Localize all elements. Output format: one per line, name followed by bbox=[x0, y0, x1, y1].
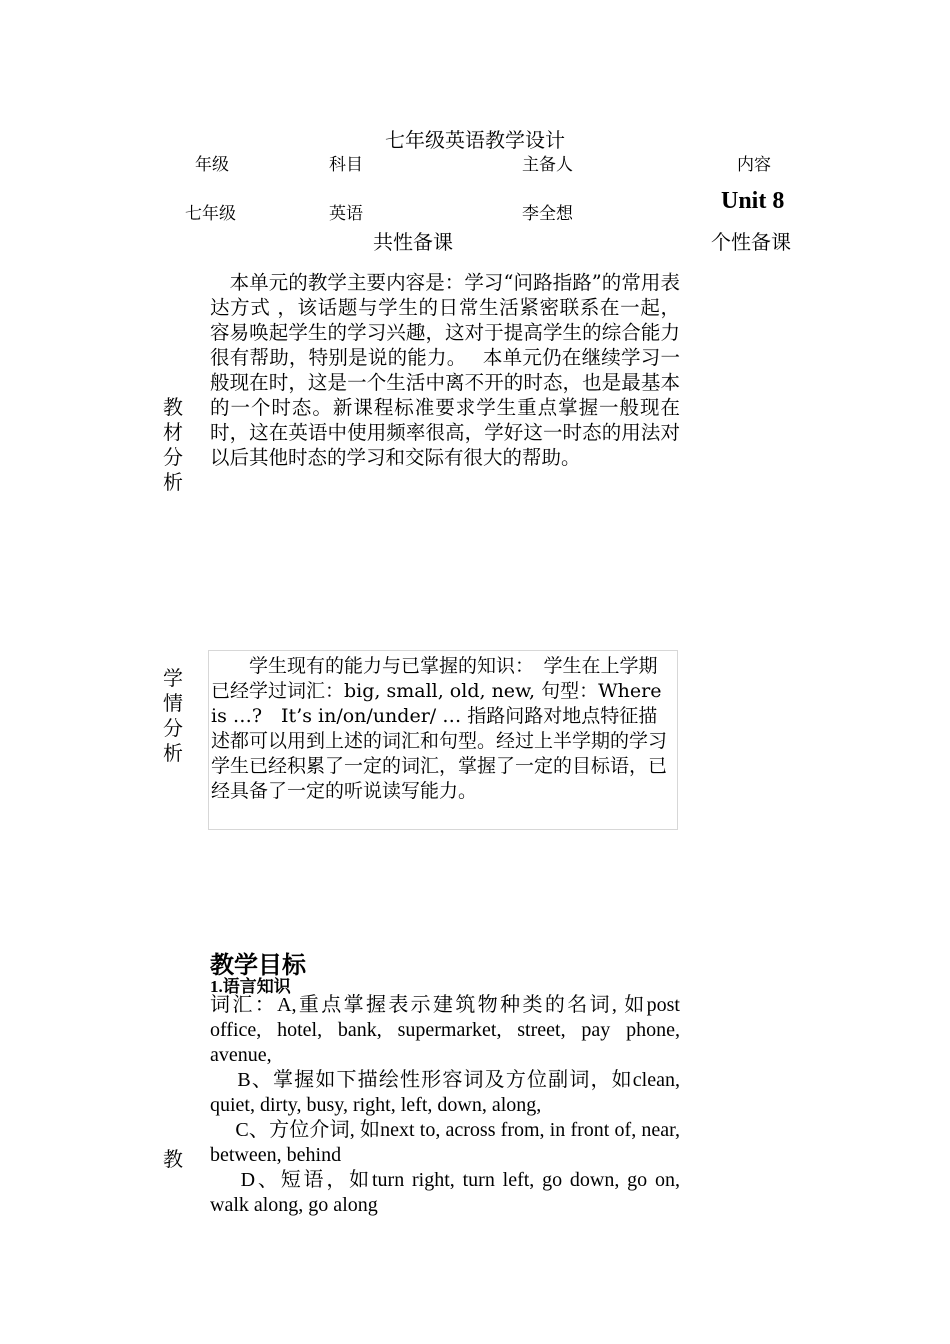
page-title: 七年级英语教学设计 bbox=[385, 128, 565, 152]
goal-item: B、掌握如下描绘性形容词及方位副词，如clean, quiet, dirty, busy, right, left, down, along, bbox=[210, 1069, 680, 1116]
goal-item: C、方位介词, 如next to, across from, in front of, near, between, behind bbox=[210, 1119, 680, 1166]
material-analysis-label: 教 材 分 析 bbox=[163, 395, 183, 494]
subject-value: 英语 bbox=[329, 204, 363, 224]
lead-value: 李全想 bbox=[522, 204, 573, 224]
grade-header: 年级 bbox=[195, 155, 229, 175]
goals-subtitle: 1.语言知识 bbox=[210, 977, 291, 996]
student-analysis-label: 学 情 分 析 bbox=[163, 666, 183, 765]
personal-prep-heading: 个性备课 bbox=[711, 230, 791, 254]
goals-title: 教学目标 bbox=[210, 950, 306, 979]
content-header: 内容 bbox=[737, 155, 771, 175]
goals-list bbox=[210, 993, 680, 1218]
grade-value: 七年级 bbox=[185, 204, 236, 224]
material-analysis-text: 本单元的教学主要内容是：学习“问路指路”的常用表达方式 ，该话题与学生的日常生活紧密联系在一起，容易唤起学生的学习兴趣，这对于提高学生的综合能力很有帮助，特别是说的能力。 本单元仍在继续学习一般现在时，这是一个生活中离不开的时态，也是最基本的一个时态。新课程标准要求学生重点掌握一般现在时，这在英语中使用频率很高，学好这一时态的用法对以后其他时态的学习和交际有很大的帮助。 bbox=[210, 271, 680, 469]
goal-item: D、短语，如turn right, turn left, go down, go on, walk along, go along bbox=[210, 1169, 680, 1216]
common-prep-heading: 共性备课 bbox=[373, 230, 453, 254]
lead-header: 主备人 bbox=[522, 155, 573, 175]
subject-header: 科目 bbox=[329, 155, 363, 175]
content-value: Unit 8 bbox=[721, 188, 785, 214]
student-analysis-text: 学生现有的能力与已掌握的知识： 学生在上学期已经学过词汇：big, small, old, new, 句型：Where is …? It’s in/on/under/ … 指路问路对地点特征描述都可以用到上述的词汇和句型。经过上半学期的学习学生已经积累了一定的词汇，掌握了一定的目标语，已经具备了一定的听说读写能力。 bbox=[211, 655, 668, 802]
goals-side-label: 教 bbox=[163, 1147, 183, 1171]
goal-item: 词汇：A,重点掌握表示建筑物种类的名词, 如post office, hotel, bank, supermarket, street, pay phone, avenue, bbox=[210, 994, 680, 1066]
